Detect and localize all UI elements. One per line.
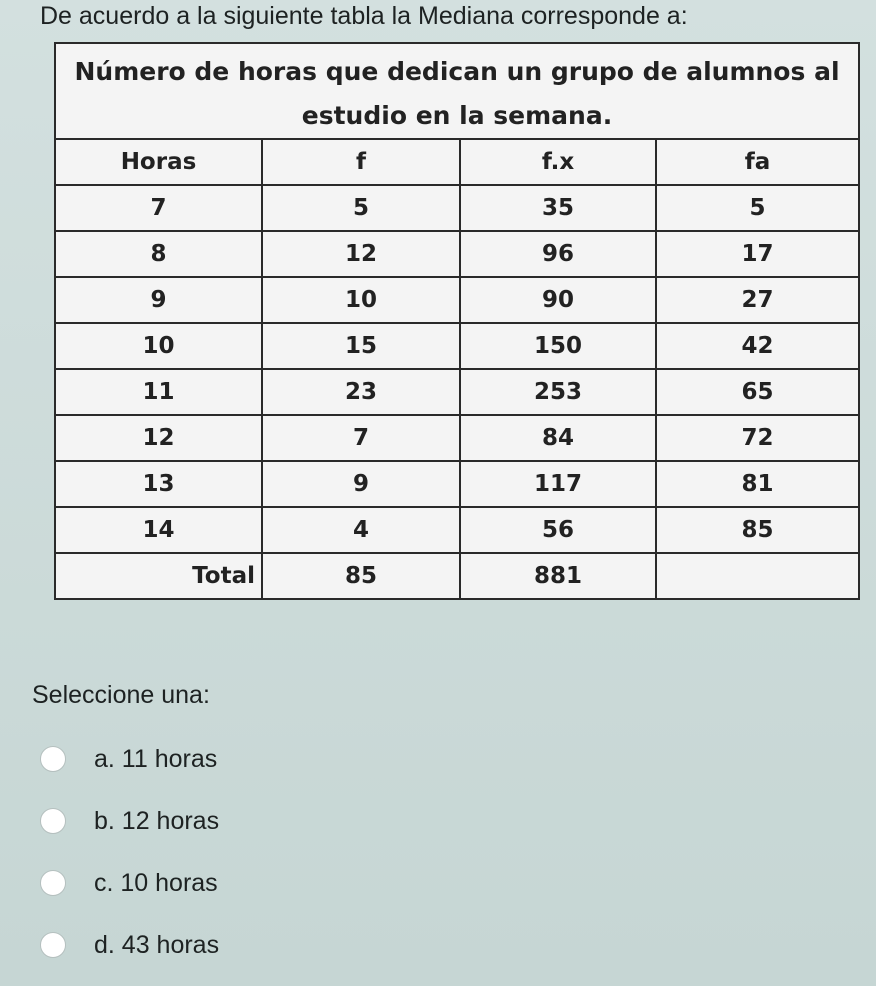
table-row [56,369,858,415]
table-body [56,185,858,598]
table-row [56,185,858,231]
header-fx: f.x [460,140,656,185]
header-f: f [262,140,460,185]
cell-horas: 9 [56,277,262,323]
cell-f: 5 [262,185,460,231]
table-header-row [56,140,858,185]
cell-horas: 14 [56,507,262,553]
cell-fx: 56 [460,507,656,553]
cell-fx: 35 [460,185,656,231]
cell-fx: 117 [460,461,656,507]
option-c[interactable] [40,852,219,914]
cell-f: 10 [262,277,460,323]
table-row [56,461,858,507]
option-a[interactable] [40,728,219,790]
cell-fx: 90 [460,277,656,323]
table-title: Número de horas que dedican un grupo de alumnos al estudio en la semana. [56,44,858,140]
total-fx: 881 [460,553,656,598]
cell-fx: 253 [460,369,656,415]
total-label: Total [56,553,262,598]
cell-horas: 13 [56,461,262,507]
radio-button-icon[interactable] [40,808,66,834]
option-label: b. 12 horas [94,806,220,835]
table-row [56,231,858,277]
cell-fa: 65 [656,369,858,415]
select-label: Seleccione una: [32,681,210,709]
cell-f: 9 [262,461,460,507]
cell-f: 4 [262,507,460,553]
option-b[interactable] [40,790,219,852]
total-f: 85 [262,553,460,598]
header-horas: Horas [56,140,262,185]
data-table [56,140,858,598]
cell-horas: 12 [56,415,262,461]
cell-f: 23 [262,369,460,415]
table-row [56,415,858,461]
option-label: a. 11 horas [94,744,218,773]
cell-horas: 10 [56,323,262,369]
option-label: d. 43 horas [94,930,220,959]
cell-fa: 81 [656,461,858,507]
cell-horas: 8 [56,231,262,277]
cell-f: 15 [262,323,460,369]
cell-fa: 17 [656,231,858,277]
cell-fx: 96 [460,231,656,277]
table-row [56,507,858,553]
cell-f: 7 [262,415,460,461]
cell-fa: 72 [656,415,858,461]
table-row [56,277,858,323]
table-row [56,323,858,369]
cell-fa: 5 [656,185,858,231]
cell-horas: 11 [56,369,262,415]
option-d[interactable] [40,914,219,976]
cell-f: 12 [262,231,460,277]
cell-fx: 84 [460,415,656,461]
cell-horas: 7 [56,185,262,231]
cell-fa: 85 [656,507,858,553]
option-label: c. 10 horas [94,868,218,897]
table-total-row [56,553,858,598]
cell-fa: 42 [656,323,858,369]
radio-button-icon[interactable] [40,870,66,896]
question-text: De acuerdo a la siguiente tabla la Mediana corresponde a: [40,2,688,30]
cell-fa: 27 [656,277,858,323]
cell-fx: 150 [460,323,656,369]
frequency-table [54,42,860,600]
header-fa: fa [656,140,858,185]
answer-options [40,728,219,976]
radio-button-icon[interactable] [40,746,66,772]
radio-button-icon[interactable] [40,932,66,958]
total-fa [656,553,858,598]
